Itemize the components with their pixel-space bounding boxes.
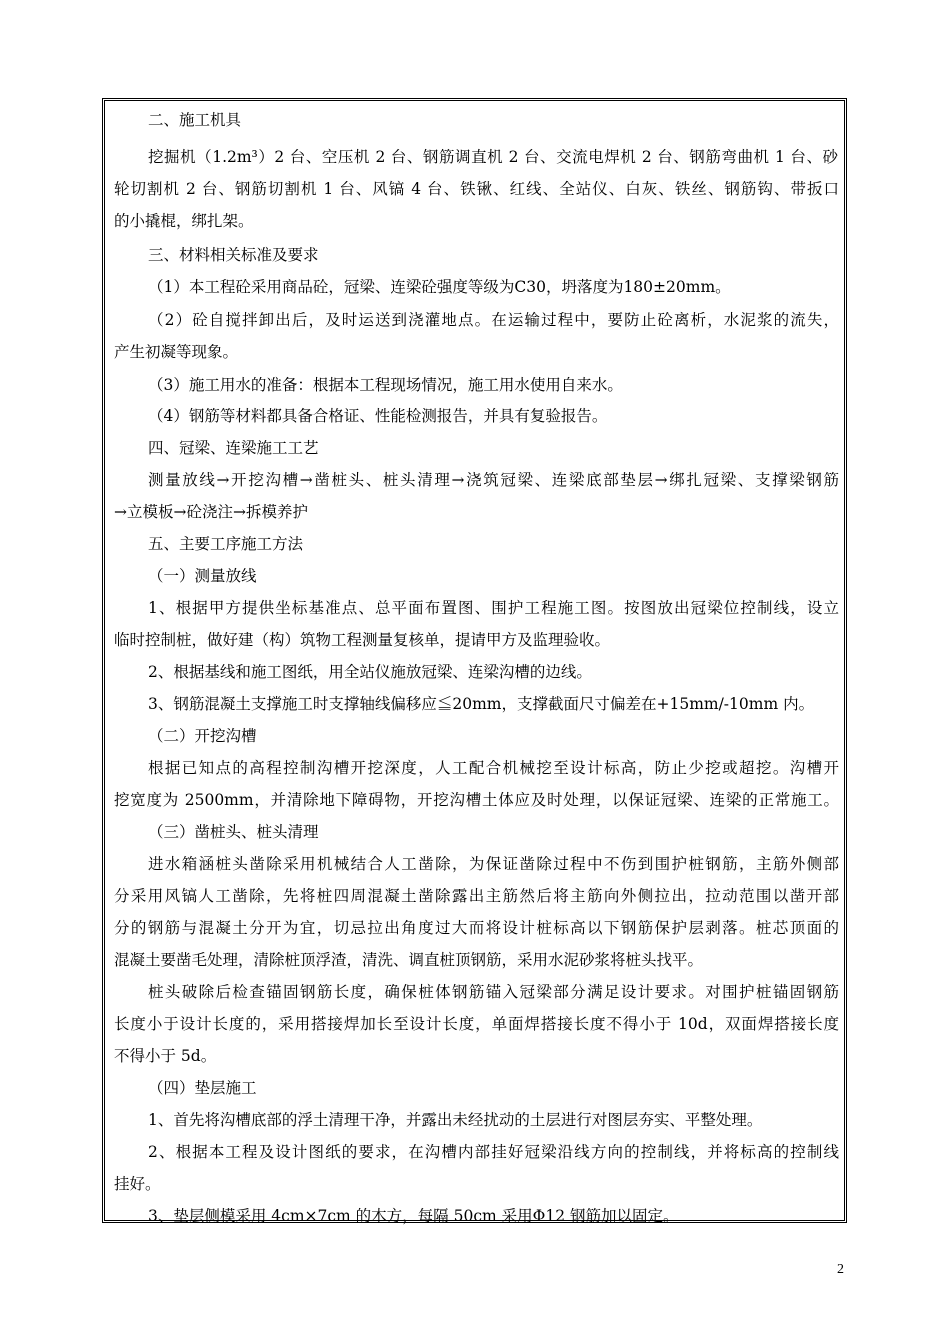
paragraph-line: 桩头破除后检查锚固钢筋长度，确保桩体钢筋锚入冠梁部分满足设计要求。对围护桩锚固钢筋 [148, 983, 839, 1001]
paragraph-line: （4）钢筋等材料都具备合格证、性能检测报告，并具有复验报告。 [148, 407, 608, 425]
subheading-trench: （二）开挖沟槽 [148, 727, 257, 745]
paragraph-line: 挖宽度为 2500mm，并清除地下障碍物，开挖沟槽土体应及时处理，以保证冠梁、连梁的正常施工。 [114, 791, 839, 809]
heading-materials: 三、材料相关标准及要求 [148, 246, 319, 264]
paragraph-line: 临时控制桩，做好建（构）筑物工程测量复核单，提请甲方及监理验收。 [114, 631, 611, 649]
paragraph-line: 2、根据本工程及设计图纸的要求，在沟槽内部挂好冠梁沿线方向的控制线，并将标高的控制线 [148, 1143, 839, 1161]
paragraph-line: 轮切割机 2 台、钢筋切割机 1 台、风镐 4 台、铁锹、红线、全站仪、白灰、铁丝、钢筋钩、带扳口 [114, 180, 839, 198]
paragraph-line: （1）本工程砼采用商品砼，冠梁、连梁砼强度等级为C30，坍落度为180±20mm。 [148, 278, 731, 296]
paragraph-line: 2、根据基线和施工图纸，用全站仪施放冠梁、连梁沟槽的边线。 [148, 663, 592, 681]
paragraph-line: →立模板→砼浇注→拆模养护 [114, 503, 308, 521]
paragraph-line: 挖掘机（1.2m³）2 台、空压机 2 台、钢筋调直机 2 台、交流电焊机 2 台、钢筋弯曲机 1 台、砂 [148, 148, 838, 166]
paragraph-line: 1、首先将沟槽底部的浮土清理干净，并露出未经扰动的土层进行对图层夯实、平整处理。 [148, 1111, 763, 1129]
paragraph-line: 不得小于 5d。 [114, 1047, 217, 1065]
paragraph-line: 3、钢筋混凝土支撑施工时支撑轴线偏移应≦20mm，支撑截面尺寸偏差在+15mm/-10mm 内。 [148, 695, 815, 713]
paragraph-line: （2）砼自搅拌卸出后，及时运送到浇灌地点。在运输过程中，要防止砼离析，水泥浆的流失， [148, 311, 839, 329]
paragraph-line: 进水箱涵桩头凿除采用机械结合人工凿除，为保证凿除过程中不伤到围护桩钢筋，主筋外侧部 [148, 855, 839, 873]
paragraph-line: 产生初凝等现象。 [114, 343, 239, 361]
subheading-cushion: （四）垫层施工 [148, 1079, 257, 1097]
heading-process: 四、冠梁、连梁施工工艺 [148, 439, 319, 457]
paragraph-line: （3）施工用水的准备：根据本工程现场情况，施工用水使用自来水。 [148, 376, 623, 394]
subheading-pile-head: （三）凿桩头、桩头清理 [148, 823, 319, 841]
paragraph-line: 测量放线→开挖沟槽→凿桩头、桩头清理→浇筑冠梁、连梁底部垫层→绑扎冠梁、支撑梁钢筋 [148, 471, 839, 489]
paragraph-line: 根据已知点的高程控制沟槽开挖深度，人工配合机械挖至设计标高，防止少挖或超挖。沟槽开 [148, 759, 839, 777]
paragraph-line: 分的钢筋与混凝土分开为宜，切忌拉出角度过大而将设计桩标高以下钢筋保护层剥落。桩芯顶面的 [114, 919, 839, 937]
paragraph-line: 的小撬棍，绑扎架。 [114, 212, 254, 230]
page-number: 2 [837, 1262, 844, 1277]
paragraph-line: 长度小于设计长度的，采用搭接焊加长至设计长度，单面焊搭接长度不得小于 10d，双面焊搭接长度 [114, 1015, 839, 1033]
subheading-survey: （一）测量放线 [148, 567, 257, 585]
paragraph-line: 分采用风镐人工凿除，先将桩四周混凝土凿除露出主筋然后将主筋向外侧拉出，拉动范围以凿开部 [114, 887, 839, 905]
paragraph-line: 挂好。 [114, 1175, 161, 1193]
paragraph-line: 3、垫层侧模采用 4cm×7cm 的木方，每隔 50cm 采用Φ12 钢筋加以固定。 [148, 1207, 679, 1225]
paragraph-line: 1、根据甲方提供坐标基准点、总平面布置图、围护工程施工图。按图放出冠梁位控制线，设立 [148, 599, 839, 617]
heading-tools: 二、施工机具 [148, 111, 242, 129]
paragraph-line: 混凝土要凿毛处理，清除桩顶浮渣，清洗、调直桩顶钢筋，采用水泥砂浆将桩头找平。 [114, 951, 704, 969]
heading-methods: 五、主要工序施工方法 [148, 535, 304, 553]
